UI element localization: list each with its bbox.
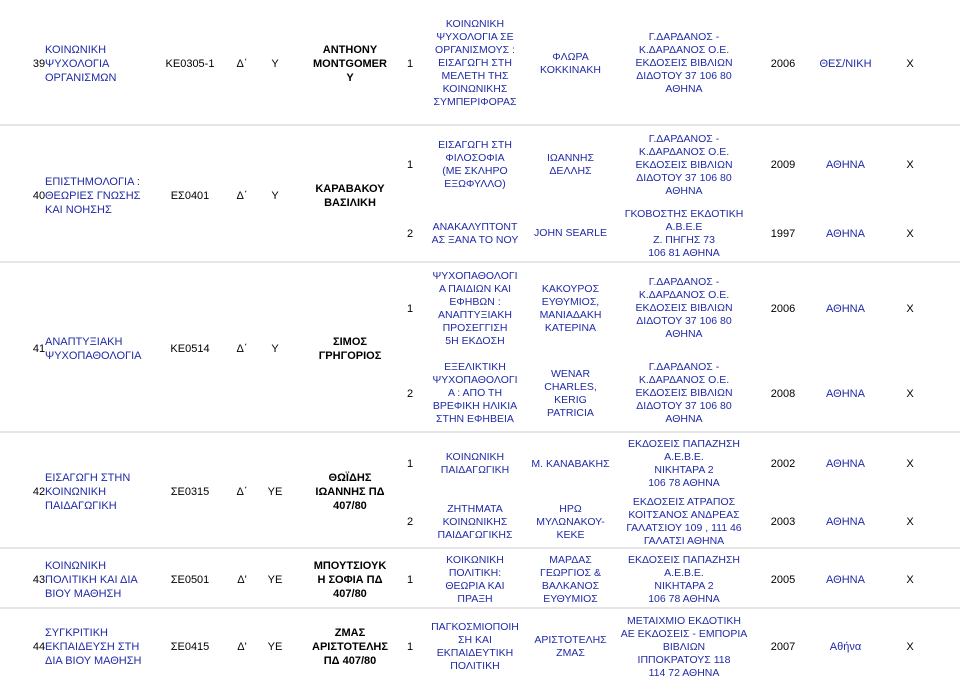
cell-author: JOHN SEARLE xyxy=(534,227,607,239)
cell-mark: Χ xyxy=(906,227,914,240)
row-divider xyxy=(0,261,960,263)
cell-title: ΨΥΧΟΠΑΘΟΛΟΓΙ Α ΠΑΙΔΙΩΝ ΚΑΙ ΕΦΗΒΩΝ : ΑΝΑΠΤΥΞΙΑΚΗ ΠΡΟΣΕΓΓΙΣΗ 5Η ΕΚΔΟΣΗ xyxy=(432,269,518,347)
cell-author: ΜΑΡΔΑΣ ΓΕΩΡΓΙΟΣ & ΒΑΛΚΑΝΟΣ ΕΥΘΥΜΙΟΣ xyxy=(540,554,601,605)
cell-title: ΖΗΤΗΜΑΤΑ ΚΟΙΝΩΝΙΚΗΣ ΠΑΙΔΑΓΩΓΙΚΗΣ xyxy=(437,502,513,541)
cell-title: ΕΞΕΛΙΚΤΙΚΗ ΨΥΧΟΠΑΘΟΛΟΓΙ Α : ΑΠΟ ΤΗ ΒΡΕΦΙΚΗ ΗΛΙΚΙΑ ΣΤΗΝ ΕΦΗΒΕΙΑ xyxy=(432,361,518,425)
cell-year: 2008 xyxy=(770,387,796,400)
cell-title: ΚΟΙΝΩΝΙΚΗ ΠΑΙΔΑΓΩΓΙΚΗ xyxy=(440,451,510,476)
cell-sem: Δ' xyxy=(237,574,247,586)
cell-publisher: Γ.ΔΑΡΔΑΝΟΣ - Κ.ΔΑΡΔΑΝΟΣ Ο.Ε. ΕΚΔΟΣΕΙΣ ΒΙΒΛΙΩΝ ΔΙΔΟΤΟΥ 37 106 80 ΑΘΗΝΑ xyxy=(635,31,733,95)
cell-n: 1 xyxy=(406,458,414,470)
cell-num: 44 xyxy=(32,641,46,653)
cell-author: Μ. ΚΑΝΑΒΑΚΗΣ xyxy=(531,457,610,470)
cell-city: ΑΘΗΝΑ xyxy=(826,574,865,586)
cell-publisher: ΜΕΤΑΙΧΜΙΟ ΕΚΔΟΤΙΚΗ ΑΕ ΕΚΔΟΣΕΙΣ - ΕΜΠΟΡΙΑ ΒΙΒΛΙΩΝ ΙΠΠΟΚΡΑΤΟΥΣ 118 114 72 ΑΘΗΝΑ xyxy=(620,614,748,679)
row-divider xyxy=(0,124,960,126)
row-divider xyxy=(0,607,960,609)
cell-subject: ΚΟΙΝΩΝΙΚΗ ΨΥΧΟΛΟΓΙΑ ΟΡΓΑΝΙΣΜΩΝ xyxy=(45,43,117,84)
cell-teacher: ΣΙΜΟΣ ΓΡΗΓΟΡΙΟΣ xyxy=(318,336,382,362)
cell-mark: Χ xyxy=(906,458,914,470)
cell-mark: Χ xyxy=(906,57,914,70)
cell-sem: Δ' xyxy=(237,641,247,653)
cell-n: 1 xyxy=(406,159,414,171)
cell-mark: Χ xyxy=(906,387,914,400)
table-row xyxy=(0,610,960,684)
cell-title: ΕΙΣΑΓΩΓΗ ΣΤΗ ΦΙΛΟΣΟΦΙΑ (ΜΕ ΣΚΛΗΡΟ ΕΞΩΦΥΛΛΟ) xyxy=(438,139,512,190)
row-divider xyxy=(0,547,960,549)
cell-subject: ΣΥΓΚΡΙΤΙΚΗ ΕΚΠΑΙΔΕΥΣΗ ΣΤΗ ΔΙΑ ΒΙΟΥ ΜΑΘΗΣΗ xyxy=(45,627,142,667)
cell-sem: Δ΄ xyxy=(236,189,248,202)
cell-city: ΑΘΗΝΑ xyxy=(826,159,865,171)
cell-n: 1 xyxy=(406,302,414,315)
cell-year: 1997 xyxy=(770,227,796,240)
cell-year: 2002 xyxy=(770,458,796,470)
cell-n: 1 xyxy=(406,57,414,70)
cell-publisher: Γ.ΔΑΡΔΑΝΟΣ - Κ.ΔΑΡΔΑΝΟΣ Ο.Ε. ΕΚΔΟΣΕΙΣ ΒΙΒΛΙΩΝ ΔΙΔΟΤΟΥ 37 106 80 ΑΘΗΝΑ xyxy=(635,132,733,197)
cell-publisher: Γ.ΔΑΡΔΑΝΟΣ - Κ.ΔΑΡΔΑΝΟΣ Ο.Ε. ΕΚΔΟΣΕΙΣ ΒΙΒΛΙΩΝ ΔΙΔΟΤΟΥ 37 106 80 ΑΘΗΝΑ xyxy=(635,276,733,340)
cell-code: ΚΕ0305-1 xyxy=(165,57,215,70)
cell-city: Αθήνα xyxy=(829,641,862,653)
cell-city: ΘΕΣ/ΝΙΚΗ xyxy=(819,57,872,70)
cell-type: Υ xyxy=(271,189,279,202)
cell-year: 2006 xyxy=(770,57,796,70)
cell-sem: Δ΄ xyxy=(236,57,248,70)
cell-author: ΑΡΙΣΤΟΤΕΛΗΣ ΖΜΑΣ xyxy=(534,634,607,659)
cell-title: ΚΟΙΚΩΝΙΚΗ ΠΟΛΙΤΙΚΗ: ΘΕΩΡΙΑ ΚΑΙ ΠΡΑΞΗ xyxy=(445,554,505,605)
cell-n: 2 xyxy=(406,516,414,528)
cell-city: ΑΘΗΝΑ xyxy=(826,516,865,528)
cell-num: 42 xyxy=(32,486,46,498)
cell-code: ΣΕ0501 xyxy=(170,574,210,586)
cell-type: Υ xyxy=(271,57,279,70)
cell-teacher: ΘΩΪΔΗΣ ΙΩΑΝΝΗΣ ΠΔ 407/80 xyxy=(315,472,385,512)
cell-num: 40 xyxy=(32,189,46,202)
cell-publisher: ΓΚΟΒΟΣΤΗΣ ΕΚΔΟΤΙΚΗ Α.Β.Ε.Ε Ζ. ΠΗΓΗΣ 73 106 81 ΑΘΗΝΑ xyxy=(624,207,744,259)
cell-code: ΣΕ0415 xyxy=(170,641,210,653)
cell-mark: Χ xyxy=(906,516,914,528)
cell-title: ΠΑΓΚΟΣΜΙΟΠΟΙΗ ΣΗ ΚΑΙ ΕΚΠΑΙΔΕΥΤΙΚΗ ΠΟΛΙΤΙΚΗ xyxy=(431,621,519,672)
cell-year: 2007 xyxy=(770,641,796,653)
cell-n: 2 xyxy=(406,387,414,400)
cell-code: ΣΕ0315 xyxy=(170,486,210,498)
cell-type: ΥΕ xyxy=(267,641,283,653)
cell-year: 2009 xyxy=(770,159,796,171)
cell-publisher: ΕΚΔΟΣΕΙΣ ΠΑΠΑΖΗΣΗ Α.Ε.Β.Ε. ΝΙΚΗΤΑΡΑ 2 106 78 ΑΘΗΝΑ xyxy=(627,438,741,489)
cell-n: 1 xyxy=(406,574,414,586)
cell-author: WENAR CHARLES, KERIG PATRICIA xyxy=(544,367,597,419)
cell-city: ΑΘΗΝΑ xyxy=(826,458,865,470)
cell-publisher: Γ.ΔΑΡΔΑΝΟΣ - Κ.ΔΑΡΔΑΝΟΣ Ο.Ε. ΕΚΔΟΣΕΙΣ ΒΙΒΛΙΩΝ ΔΙΔΟΤΟΥ 37 106 80 ΑΘΗΝΑ xyxy=(635,361,733,425)
cell-sem: Δ΄ xyxy=(236,343,248,355)
cell-code: ΕΣ0401 xyxy=(170,189,210,202)
cell-author: ΚΑΚΟΥΡΟΣ ΕΥΘΥΜΙΟΣ, ΜΑΝΙΑΔΑΚΗ ΚΑΤΕΡΙΝΑ xyxy=(539,282,602,334)
cell-type: ΥΕ xyxy=(267,486,283,498)
cell-teacher: ΜΠΟΥΤΣΙΟΥΚ Η ΣΟΦΙΑ ΠΔ 407/80 xyxy=(313,560,387,600)
row-divider xyxy=(0,431,960,433)
table-row xyxy=(0,434,960,550)
cell-title: ΚΟΙΝΩΝΙΚΗ ΨΥΧΟΛΟΓΙΑ ΣΕ ΟΡΓΑΝΙΣΜΟΥΣ : ΕΙΣΑΓΩΓΗ ΣΤΗ ΜΕΛΕΤΗ ΤΗΣ ΚΟΙΝΩΝΙΚΗΣ ΣΥΜΠΕΡΙΦΟΡΑΣ xyxy=(433,18,517,108)
cell-num: 43 xyxy=(32,574,46,586)
cell-sem: Δ΄ xyxy=(236,486,248,498)
cell-year: 2003 xyxy=(770,516,796,528)
cell-teacher: ANTHONY MONTGOMER Y xyxy=(313,43,387,84)
cell-year: 2005 xyxy=(770,574,796,586)
cell-subject: ΚΟΙΝΩΝΙΚΗ ΠΟΛΙΤΙΚΗ ΚΑΙ ΔΙΑ ΒΙΟΥ ΜΑΘΗΣΗ xyxy=(45,560,138,600)
cell-city: ΑΘΗΝΑ xyxy=(826,387,865,400)
cell-mark: Χ xyxy=(906,641,914,653)
cell-year: 2006 xyxy=(770,302,796,315)
cell-type: Υ xyxy=(271,343,279,355)
cell-num: 39 xyxy=(32,57,46,70)
cell-publisher: ΕΚΔΟΣΕΙΣ ΠΑΠΑΖΗΣΗ Α.Ε.Β.Ε. ΝΙΚΗΤΑΡΑ 2 106 78 ΑΘΗΝΑ xyxy=(627,554,741,605)
cell-author: ΙΩΑΝΝΗΣ ΔΕΛΛΗΣ xyxy=(546,152,594,177)
cell-mark: Χ xyxy=(906,574,914,586)
cell-num: 41 xyxy=(32,343,46,355)
cell-title: ΑΝΑΚΑΛΥΠΤΟΝΤ ΑΣ ΞΑΝΑ ΤΟ ΝΟΥ xyxy=(431,220,519,246)
cell-mark: Χ xyxy=(906,302,914,315)
cell-publisher: ΕΚΔΟΣΕΙΣ ΑΤΡΑΠΟΣ ΚΟΙΤΣΑΝΟΣ ΑΝΔΡΕΑΣ ΓΑΛΑΤΣΙΟΥ 109 , 111 46 ΓΑΛΑΤΣΙ ΑΘΗΝΑ xyxy=(626,496,742,547)
cell-n: 2 xyxy=(406,227,414,240)
table-row xyxy=(0,127,960,264)
table-row xyxy=(0,264,960,434)
cell-author: ΗΡΩ ΜΥΛΩΝΑΚΟΥ- ΚΕΚΕ xyxy=(536,502,605,541)
cell-subject: ΕΠΙΣΤΗΜΟΛΟΓΙΑ : ΘΕΩΡΙΕΣ ΓΝΩΣΗΣ ΚΑΙ ΝΟΗΣΗΣ xyxy=(45,175,141,216)
cell-teacher: ΚΑΡΑΒΑΚΟΥ ΒΑΣΙΛΙΚΗ xyxy=(315,182,385,209)
cell-n: 1 xyxy=(406,641,414,653)
cell-code: ΚΕ0514 xyxy=(170,343,210,355)
cell-subject: ΑΝΑΠΤΥΞΙΑΚΗ ΨΥΧΟΠΑΘΟΛΟΓΙΑ xyxy=(45,336,142,362)
table-row xyxy=(0,550,960,610)
cell-author: ΦΛΩΡΑ ΚΟΚΚΙΝΑΚΗ xyxy=(540,50,601,76)
cell-mark: Χ xyxy=(906,159,914,171)
table-row xyxy=(0,0,960,127)
cell-type: ΥΕ xyxy=(267,574,283,586)
cell-city: ΑΘΗΝΑ xyxy=(826,227,865,240)
cell-subject: ΕΙΣΑΓΩΓΗ ΣΤΗΝ ΚΟΙΝΩΝΙΚΗ ΠΑΙΔΑΓΩΓΙΚΗ xyxy=(45,472,131,512)
cell-teacher: ΖΜΑΣ ΑΡΙΣΤΟΤΕΛΗΣ ΠΔ 407/80 xyxy=(312,627,388,667)
cell-city: ΑΘΗΝΑ xyxy=(826,302,865,315)
